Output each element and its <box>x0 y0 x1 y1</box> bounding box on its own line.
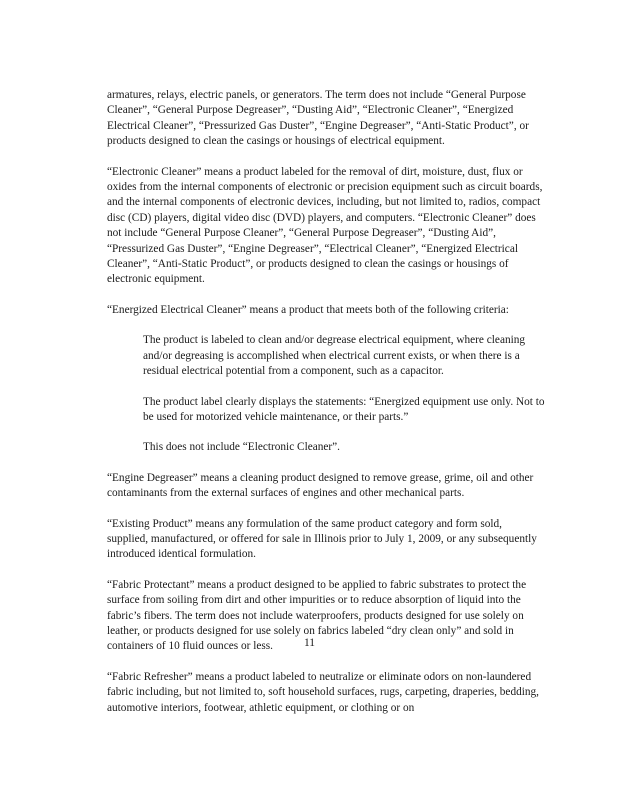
paragraph-fabric-protectant: “Fabric Protectant” means a product designed to be applied to fabric substrates to protect the surface from soiling from dirt and other impurities or to reduce absorption of liquid into the fabric’s fibers. The term does not include waterproofers, products designed for use solely on leather, or products designed for use solely on fabrics labeled “dry clean only” and sold in containers of 10 fluid ounces or less. <box>107 578 527 653</box>
criteria-item-3: This does not include “Electronic Cleaner”. <box>143 441 340 454</box>
paragraph-electronic-cleaner: “Electronic Cleaner” means a product labeled for the removal of dirt, moisture, dust, flux or oxides from the internal components of electronic or precision equipment such as circuit boards, and the internal components of electronic devices, including, but not limited to, radios, compact disc (CD) players, digital video disc (DVD) players, and computers. “Electronic Cleaner” does not include “General Purpose Cleaner”, “General Purpose Degreaser”, “Dusting Aid”, “Pressurized Gas Duster”, “Engine Degreaser”, “Electrical Cleaner”, “Energized Electrical Cleaner”, “Anti-Static Product”, or products designed to clean the casings or housings of electronic equipment. <box>107 165 543 286</box>
paragraph-energized-electrical-cleaner: “Energized Electrical Cleaner” means a product that meets both of the following criteria: <box>107 303 509 316</box>
page-number: 11 <box>303 637 316 649</box>
paragraph-existing-product: “Existing Product” means any formulation of the same product category and form sold, supplied, manufactured, or offered for sale in Illinois prior to July 1, 2009, or any subsequently introduced identical formulation. <box>107 517 537 561</box>
criteria-item-1: The product is labeled to clean and/or degrease electrical equipment, where cleaning and/or degreasing is accomplished when electrical current exists, or when there is a residual electrical potential from a component, such as a capacitor. <box>143 334 526 378</box>
criteria-item-2: The product label clearly displays the statements: “Energized equipment use only. Not to be used for motorized vehicle maintenance, or their parts.” <box>143 395 545 423</box>
paragraph-armatures: armatures, relays, electric panels, or generators. The term does not include “General Purpose Cleaner”, “General Purpose Degreaser”, “Dusting Aid”, “Electronic Cleaner”, “Energized Electrical Cleaner”, “Pressurized Gas Duster”, “Engine Degreaser”, “Anti-Static Product”, or products designed to clean the casings or housings of electrical equipment. <box>107 89 529 148</box>
paragraph-fabric-refresher: “Fabric Refresher” means a product labeled to neutralize or eliminate odors on non-laundered fabric including, but not limited to, soft household surfaces, rugs, carpeting, draperies, bedding, automotive interiors, footwear, athletic equipment, or clothing or on <box>107 670 540 714</box>
document-body <box>107 88 545 731</box>
paragraph-engine-degreaser: “Engine Degreaser” means a cleaning product designed to remove grease, grime, oil and other contaminants from the external surfaces of engines and other mechanical parts. <box>107 471 534 500</box>
